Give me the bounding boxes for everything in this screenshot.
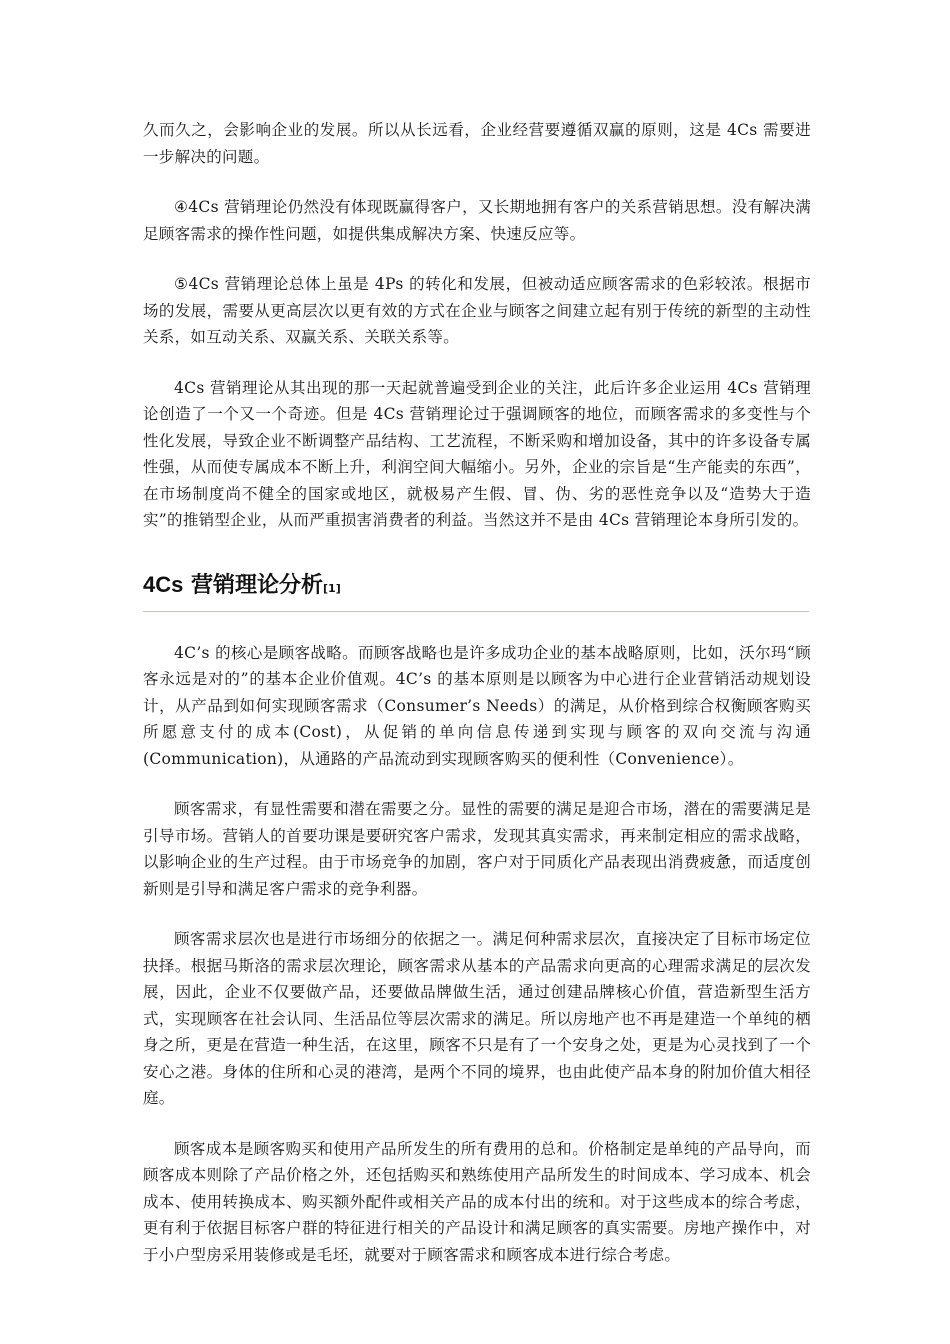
paragraph-2: ④4Cs 营销理论仍然没有体现既赢得客户，又长期地拥有客户的关系营销思想。没有解决满足顾客需求的操作性问题，如提供集成解决方案、快速反应等。 xyxy=(143,198,811,243)
section-heading-cn: 营销理论分析 xyxy=(183,572,324,598)
paragraph-8: 顾客成本是顾客购买和使用产品所发生的所有费用的总和。价格制定是单纯的产品导向，而顾客成本则除了产品价格之外，还包括购买和熟练使用产品所发生的时间成本、学习成本、机会成本、使用转换成本、购买额外配件或相关产品的成本付出的统和。对于这些成本的综合考虑，更有利于依据目标客户群的特征进行相关的产品设计和满足顾客的真实需要。房地产操作中，对于小户型房采用装修或是毛坯，就要对于顾客需求和顾客成本进行综合考虑。 xyxy=(143,1139,811,1264)
paragraph-6: 顾客需求，有显性需要和潜在需要之分。显性的需要的满足是迎合市场，潜在的需要满足是引导市场。营销人的首要功课是要研究客户需求，发现其真实需求，再来制定相应的需求战略，以影响企业的生产过程。由于市场竞争的加剧，客户对于同质化产品表现出消费疲惫，而适度创新则是引导和满足客户需求的竞争利器。 xyxy=(143,800,811,898)
paragraph-3: ⑤4Cs 营销理论总体上虽是 4Ps 的转化和发展，但被动适应顾客需求的色彩较浓。根据市场的发展，需要从更高层次以更有效的方式在企业与顾客之间建立起有别于传统的新型的主动性关系，如互动关系、双赢关系、关联关系等。 xyxy=(143,275,811,346)
paragraph-1: 久而久之，会影响企业的发展。所以从长远看，企业经营要遵循双赢的原则，这是 4Cs 需要进一步解决的问题。 xyxy=(143,121,811,166)
reference-link[interactable]: [1] xyxy=(323,581,341,595)
document-page xyxy=(143,117,811,1268)
section-heading-en: 4Cs xyxy=(143,571,184,597)
paragraph-5: 4C’s 的核心是顾客战略。而顾客战略也是许多成功企业的基本战略原则，比如，沃尔玛“顾客永远是对的”的基本企业价值观。4C’s 的基本原则是以顾客为中心进行企业营销活动规划设计，从产品到如何实现顾客需求（Consumer’s Needs）的满足，从价格到综合权衡顾客购买所愿意支付的成本(Cost)，从促销的单向信息传递到实现与顾客的双向交流与沟通(Communication)，从通路的产品流动到实现顾客购买的便利性（Convenience）。 xyxy=(143,643,811,768)
paragraph-7: 顾客需求层次也是进行市场细分的依据之一。满足何种需求层次，直接决定了目标市场定位抉择。根据马斯洛的需求层次理论，顾客需求从基本的产品需求向更高的心理需求满足的层次发展，因此，企业不仅要做产品，还要做品牌做生活，通过创建品牌核心价值，营造新型生活方式，实现顾客在社会认同、生活品位等层次需求的满足。所以房地产也不再是建造一个单纯的栖身之所，更是在营造一种生活，在这里，顾客不只是有了一个安身之处，更是为心灵找到了一个安心之港。身体的住所和心灵的港湾，是两个不同的境界，也由此使产品本身的附加价值大相径庭。 xyxy=(143,930,811,1107)
paragraph-4: 4Cs 营销理论从其出现的那一天起就普遍受到企业的关注，此后许多企业运用 4Cs 营销理论创造了一个又一个奇迹。但是 4Cs 营销理论过于强调顾客的地位，而顾客需求的多变性与个性化发展，导致企业不断调整产品结构、工艺流程，不断采购和增加设备，其中的许多设备专属性强，从而使专属成本不断上升，利润空间大幅缩小。另外，企业的宗旨是“生产能卖的东西”，在市场制度尚不健全的国家或地区，就极易产生假、冒、伪、劣的恶性竞争以及“造势大于造实”的推销型企业，从而严重损害消费者的利益。当然这并不是由 4Cs 营销理论本身所引发的。 xyxy=(143,378,811,529)
section-heading xyxy=(143,534,811,604)
